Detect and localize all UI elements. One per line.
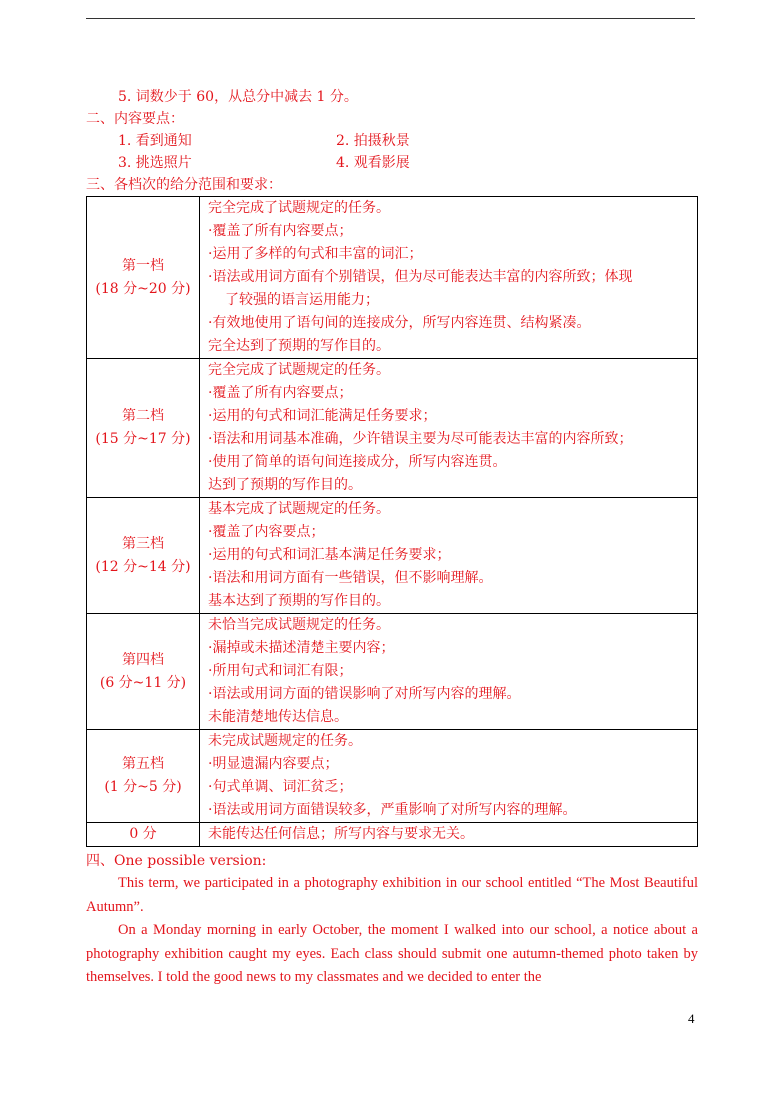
grade-level-cell bbox=[87, 359, 200, 498]
grade-description bbox=[200, 359, 698, 498]
grade-row bbox=[87, 359, 698, 498]
criterion-line: 未恰当完成试题规定的任务。 bbox=[208, 617, 390, 633]
grade-description bbox=[200, 614, 698, 730]
criterion-bullet: ·漏掉或未描述清楚主要内容； bbox=[208, 640, 395, 656]
criterion-bullet: ·运用的句式和词汇基本满足任务要求； bbox=[208, 547, 451, 563]
grade-level-cell bbox=[87, 730, 200, 823]
grade-level: 第二档 bbox=[122, 408, 164, 424]
grade-level: 第五档 bbox=[122, 756, 164, 772]
grade-row bbox=[87, 197, 698, 359]
section-4-heading: 四、One possible version: bbox=[86, 853, 267, 869]
content-points-row-1 bbox=[86, 130, 698, 152]
grade-level: 第四档 bbox=[122, 651, 164, 668]
grade-range: (6 分~11 分) bbox=[99, 674, 187, 691]
criterion-bullet: ·有效地使用了语句间的连接成分，所写内容连贯、结构紧凑。 bbox=[208, 315, 591, 331]
criterion-line: 未能清楚地传达信息。 bbox=[208, 709, 348, 725]
criterion-bullet: ·所用句式和词汇有限； bbox=[208, 663, 353, 679]
content-point: 2. 拍摄秋景 bbox=[336, 133, 410, 149]
criterion-bullet: ·语法和用词方面有一些错误，但不影响理解。 bbox=[208, 570, 493, 586]
grade-row-zero bbox=[87, 823, 698, 847]
criterion-bullet: ·运用了多样的句式和丰富的词汇； bbox=[208, 246, 423, 262]
section-2-heading: 二、内容要点： bbox=[86, 111, 184, 127]
content-points-row-2 bbox=[86, 152, 698, 174]
criterion-bullet: ·覆盖了所有内容要点； bbox=[208, 385, 353, 401]
content-point: 3. 挑选照片 bbox=[118, 155, 192, 171]
grading-table bbox=[86, 196, 698, 847]
grade-description: 未能传达任何信息；所写内容与要求无关。 bbox=[200, 823, 698, 847]
grade-row bbox=[87, 498, 698, 614]
criterion-bullet: ·覆盖了内容要点； bbox=[208, 524, 325, 540]
criterion-line: 完全完成了试题规定的任务。 bbox=[208, 362, 390, 378]
criterion-bullet: ·句式单调、词汇贫乏； bbox=[208, 779, 353, 795]
grade-range: (15 分~17 分) bbox=[95, 431, 191, 447]
criterion-line: 完全完成了试题规定的任务。 bbox=[208, 200, 390, 216]
criterion-line: 基本完成了试题规定的任务。 bbox=[208, 501, 390, 517]
criterion-bullet: ·运用的句式和词汇能满足任务要求； bbox=[208, 408, 437, 424]
header-rule bbox=[86, 18, 695, 19]
grade-level-cell bbox=[87, 614, 200, 730]
grade-range: (1 分~5 分) bbox=[104, 779, 182, 795]
essay-paragraph-2: On a Monday morning in early October, the moment I walked into our school, a notice about a photography exhibition caught my eyes. Each class should submit one autumn-themed photo taken by themselves. I told the good news to my classmates and we decided to enter the bbox=[86, 922, 698, 985]
grade-row bbox=[87, 614, 698, 730]
grade-level: 第三档 bbox=[122, 535, 164, 552]
grade-level-cell bbox=[87, 498, 200, 614]
grade-level: 0 分 bbox=[87, 823, 200, 847]
page-number: 4 bbox=[688, 1011, 695, 1026]
grade-range: (12 分~14 分) bbox=[95, 558, 191, 575]
grade-description bbox=[200, 730, 698, 823]
grade-description bbox=[200, 498, 698, 614]
grading-table-body bbox=[87, 197, 698, 823]
section-3-heading: 三、各档次的给分范围和要求： bbox=[86, 177, 282, 193]
criterion-bullet: ·使用了简单的语句间连接成分，所写内容连贯。 bbox=[208, 454, 507, 470]
scoring-item-5: 5. 词数少于 60，从总分中减去 1 分。 bbox=[118, 89, 358, 105]
grade-range: (18 分~20 分) bbox=[95, 280, 191, 297]
criterion-bullet: ·明显遗漏内容要点； bbox=[208, 756, 339, 772]
criterion-line: 完全达到了预期的写作目的。 bbox=[208, 338, 390, 354]
essay-paragraph-1: This term, we participated in a photography exhibition in our school entitled “The Most Beautiful Autumn”. bbox=[86, 875, 698, 915]
content-point: 1. 看到通知 bbox=[118, 133, 192, 149]
criterion-bullet: ·语法或用词方面错误较多，严重影响了对所写内容的理解。 bbox=[208, 802, 577, 818]
criterion-line: 达到了预期的写作目的。 bbox=[208, 477, 362, 493]
criterion-bullet: ·覆盖了所有内容要点； bbox=[208, 223, 353, 239]
criterion-line: 未完成试题规定的任务。 bbox=[208, 733, 362, 749]
grade-level: 第一档 bbox=[122, 257, 164, 274]
page-content bbox=[86, 86, 698, 990]
content-point: 4. 观看影展 bbox=[336, 155, 410, 171]
criterion-bullet: ·语法或用词方面有个别错误，但为尽可能表达丰富的内容所致；体现 bbox=[208, 269, 633, 285]
grade-description bbox=[200, 197, 698, 359]
grade-row bbox=[87, 730, 698, 823]
grade-level-cell bbox=[87, 197, 200, 359]
criterion-line: 基本达到了预期的写作目的。 bbox=[208, 593, 390, 609]
criterion-bullet: ·语法或用词方面的错误影响了对所写内容的理解。 bbox=[208, 686, 521, 702]
criterion-line: 了较强的语言运用能力； bbox=[225, 292, 379, 308]
criterion-bullet: ·语法和用词基本准确，少许错误主要为尽可能表达丰富的内容所致； bbox=[208, 431, 633, 447]
